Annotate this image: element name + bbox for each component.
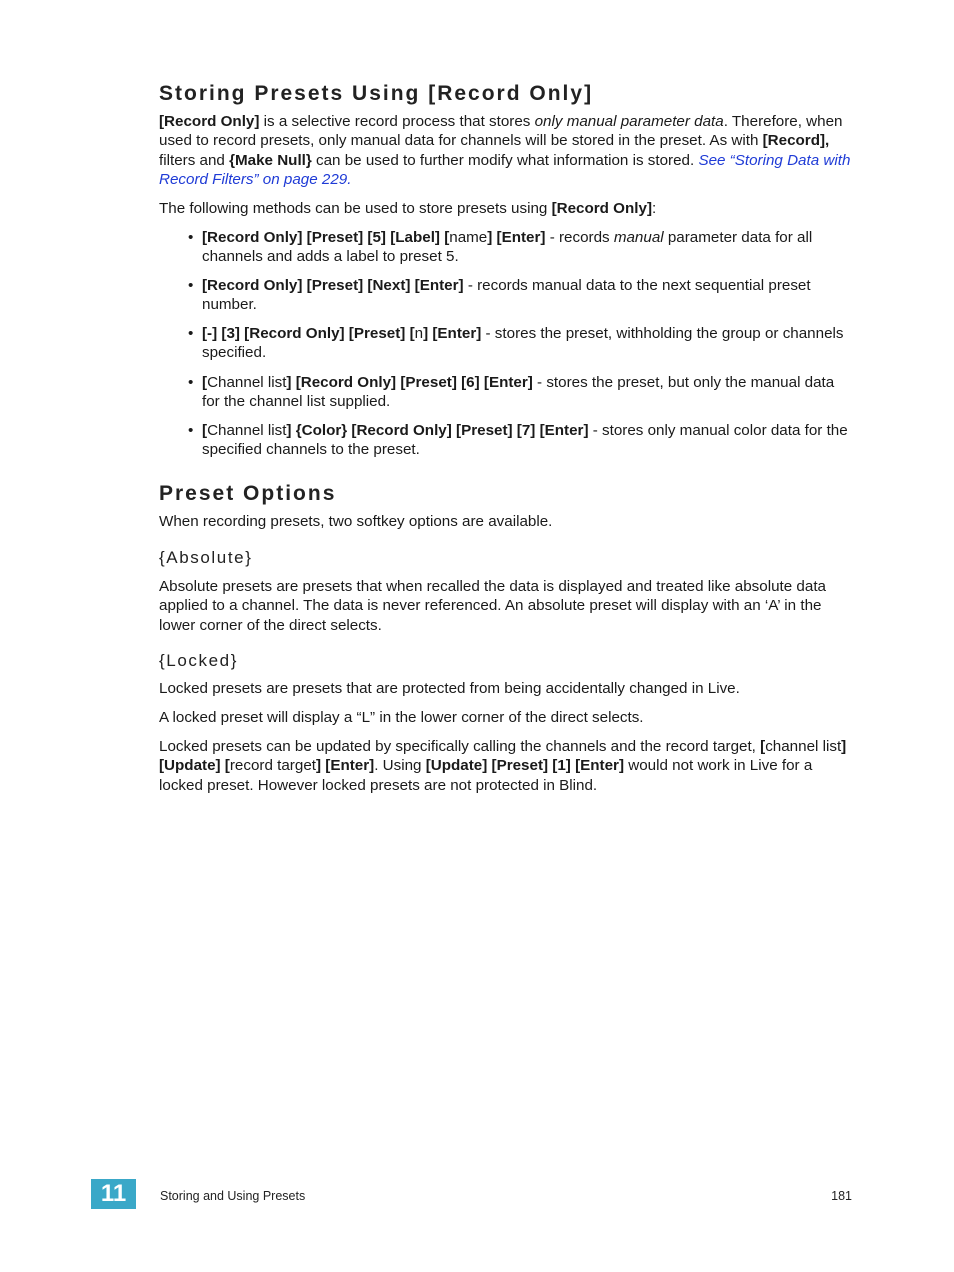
bullet-icon: •: [188, 277, 194, 294]
locked-description-3: Locked presets can be updated by specifically calling the channels and the record target, [channel list] [Update] [record target] [Enter]. Using [Update] [Preset] [1] [Enter] would not work in Live for a locked preset. However locked presets are not protected in Blind.: [159, 738, 847, 794]
footer-chapter-title: Storing and Using Presets: [160, 1189, 306, 1203]
list-item: • [Record Only] [Preset] [Next] [Enter] - records manual data to the next sequential preset number.: [188, 277, 811, 314]
bullet-icon: •: [188, 374, 194, 391]
bullet-icon: •: [188, 325, 194, 342]
record-only-intro: [Record Only] is a selective record process that stores only manual parameter data. Therefore, when used to record presets, only manual data for channels will be stored in the preset. As with [Record], filters and {Make Null} can be used to further modify what information is stored. See “Storing Data with Record Filters” on page 229.: [159, 113, 851, 188]
chapter-number-tab: 11: [91, 1179, 136, 1209]
list-item: • [Record Only] [Preset] [5] [Label] [name] [Enter] - records manual parameter data for all channels and adds a label to preset 5.: [188, 229, 813, 266]
locked-description-2: A locked preset will display a “L” in the lower corner of the direct selects.: [159, 709, 644, 726]
bullet-icon: •: [188, 229, 194, 246]
list-item: • [Channel list] [Record Only] [Preset] [6] [Enter] - stores the preset, but only the manual data for the channel list supplied.: [188, 374, 835, 411]
section-heading-preset-options: Preset Options: [159, 482, 337, 505]
list-item: • [Channel list] {Color} [Record Only] [Preset] [7] [Enter] - stores only manual color data for the specified channels to the preset.: [188, 422, 848, 459]
footer-page-number: 181: [831, 1189, 852, 1203]
locked-description-1: Locked presets are presets that are protected from being accidentally changed in Live.: [159, 680, 740, 697]
absolute-description: Absolute presets are presets that when recalled the data is displayed and treated like absolute data applied to a channel. The data is never referenced. An absolute preset will display with an ‘A’ in the lower corner of the direct selects.: [159, 578, 826, 634]
subheading-absolute: {Absolute}: [159, 548, 253, 567]
cross-reference-link[interactable]: See “Storing Data with Record Filters” on page 229.: [159, 151, 851, 188]
section-heading-record-only: Storing Presets Using [Record Only]: [159, 82, 594, 105]
methods-intro: The following methods can be used to store presets using [Record Only]:: [159, 200, 657, 217]
subheading-locked: {Locked}: [159, 651, 238, 670]
preset-options-intro: When recording presets, two softkey options are available.: [159, 513, 553, 530]
bullet-icon: •: [188, 422, 194, 439]
list-item: • [-] [3] [Record Only] [Preset] [n] [Enter] - stores the preset, withholding the group or channels specified.: [188, 325, 844, 362]
